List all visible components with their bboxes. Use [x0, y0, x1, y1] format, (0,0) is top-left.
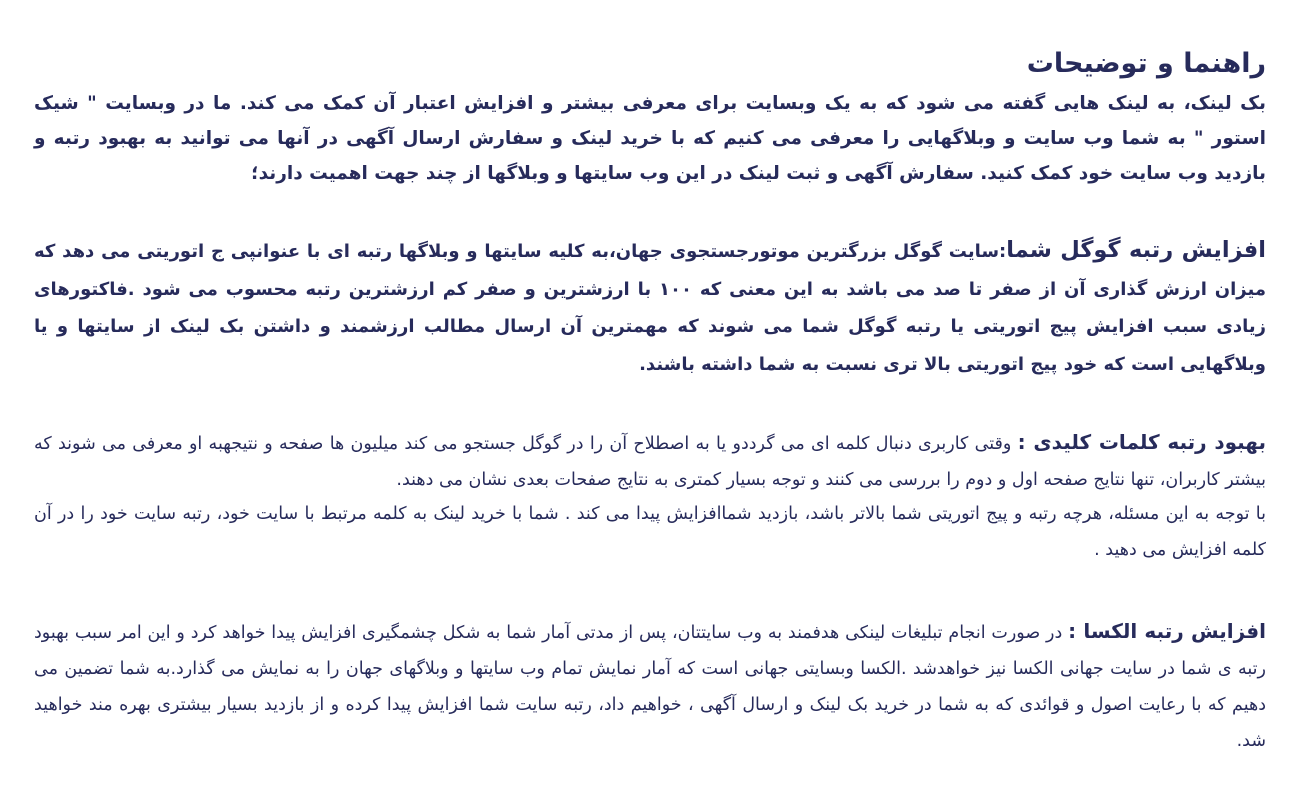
section-heading-alexa-rank: افزایش رتبه الکسا : — [1068, 619, 1266, 643]
section-body-alexa-rank: در صورت انجام تبلیغات لینکی هدفمند به وب سایتتان، پس از مدتی آمار شما به شکل چشمگیری افزایش پیدا خواهد کرد و این امر سبب بهبود رتبه ی شما در سایت جهانی الکسا نیز خواهدشد .الکسا وبسایتی جهانی است که آمار نمایش تمام وب سایتها و وبلاگهای جهان را به نمایش می گذارد.به شما تضمین می دهیم که با رعایت اصول و قوائدی که به شما در خرید بک لینک و ارسال آگهی ، خواهیم داد، رتبه سایت شما افزایش پیدا کرده و از بازدید بسیار بیشتری بهره مند خواهید شد. — [34, 623, 1266, 751]
section-google-rank — [34, 232, 1266, 383]
section-alexa-rank — [34, 613, 1266, 759]
intro-paragraph: بک لینک، به لینک هایی گفته می شود که به یک وبسایت برای معرفی بیشتر و افزایش اعتبار آن کمک می کند. ما در وبسایت " شیک استور " به شما وب سایت و وبلاگهایی را معرفی می کنیم که با خرید لینک و سفارش ارسال آگهی در آنها می توانید به بهبود رتبه و بازدید وب سایت خود کمک کنید. سفارش آگهی و ثبت لینک در این وب سایتها و وبلاگها از چند جهت اهمیت دارند؛ — [34, 93, 1266, 184]
section-body-keyword-rank: وقتی کاربری دنبال کلمه ای می گرددو یا به اصطلاح آن را در گوگل جستجو می کند میلیون ها صفحه و نتیجهبه او معرفی می شوند که بیشتر کاربران، تنها نتایج صفحه اول و دوم را بررسی می کنند و توجه بسیار کمتری به نتایج صفحات بعدی نشان می دهند. — [34, 434, 1266, 490]
section-keyword-rank — [34, 424, 1266, 498]
section-body-google-rank: :سایت گوگل بزرگترین موتورجستجوی جهان،به کلیه سایتها و وبلاگها رتبه ای با عنوانپی ج اتوریتی می دهد که میزان ارزش گذاری آن از صفر تا صد می باشد به این معنی که ۱۰۰ با ارزشترین و صفر کم ارزشترین رتبه محسوب می شود .فاکتورهای زیادی سبب افزایش پیج اتوریتی یا رتبه گوگل شما می شوند که مهمترین آن ارسال مطالب ارزشمند و داشتن بک لینک از سایتها و یا وبلاگهایی است که خود پیج اتوریتی بالا تری نسبت به شما داشته باشند. — [34, 241, 1266, 375]
section-keyword-rank-continued: با توجه به این مسئله، هرچه رتبه و پیج اتوریتی شما بالاتر باشد، بازدید شماافزایش پیدا می کند . شما با خرید لینک به کلمه مرتبط با سایت خود، رتبه سایت خود را در آن کلمه افزایش می دهید . — [34, 504, 1266, 560]
page-title: راهنما و توضیحات — [1026, 48, 1266, 79]
section-heading-google-rank: افزایش رتبه گوگل شما — [1006, 237, 1266, 263]
section-heading-keyword-rank: بهبود رتبه کلمات کلیدی : — [1017, 430, 1266, 454]
